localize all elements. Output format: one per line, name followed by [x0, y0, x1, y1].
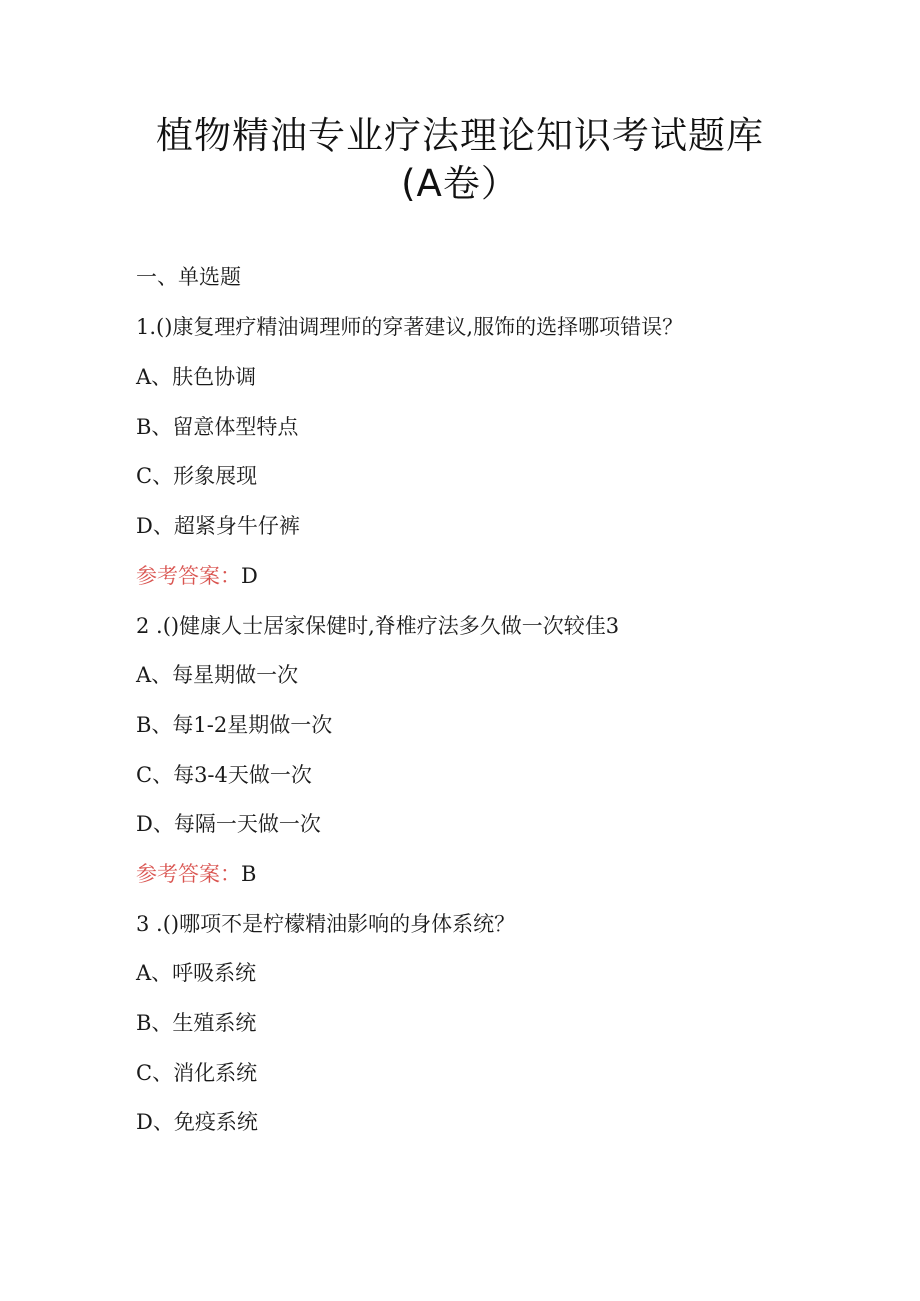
- option-a: A、肤色协调: [136, 365, 257, 389]
- answer-line: [136, 562, 258, 590]
- section-heading: 一、单选题: [136, 265, 241, 289]
- option-d: D、每隔一天做一次: [136, 812, 321, 836]
- option-b: B、每1-2星期做一次: [136, 713, 333, 737]
- option-d: D、超紧身牛仔裤: [136, 514, 300, 538]
- question-stem: 1.()康复理疗精油调理师的穿著建议,服饰的选择哪项错误？: [136, 315, 684, 339]
- option-c: C、形象展现: [136, 464, 258, 488]
- option-a: A、呼吸系统: [136, 961, 257, 985]
- option-a: A、每星期做一次: [136, 663, 299, 687]
- option-b: B、生殖系统: [136, 1011, 257, 1035]
- option-c: C、每3-4天做一次: [136, 763, 312, 787]
- answer-label: 参考答案：: [136, 564, 241, 588]
- document-title: 植物精油专业疗法理论知识考试题库: [156, 114, 764, 157]
- answer-value: D: [241, 564, 258, 588]
- answer-value: B: [241, 862, 257, 886]
- option-d: D、免疫系统: [136, 1110, 258, 1134]
- answer-label: 参考答案：: [136, 862, 241, 886]
- option-b: B、留意体型特点: [136, 415, 299, 439]
- answer-line: [136, 860, 256, 888]
- question-stem: 2 .()健康人士居家保健时,脊椎疗法多久做一次较佳3: [136, 614, 620, 638]
- document-subtitle: (A卷）: [401, 162, 519, 205]
- question-stem: 3 .()哪项不是柠檬精油影响的身体系统？: [136, 912, 516, 936]
- option-c: C、消化系统: [136, 1061, 258, 1085]
